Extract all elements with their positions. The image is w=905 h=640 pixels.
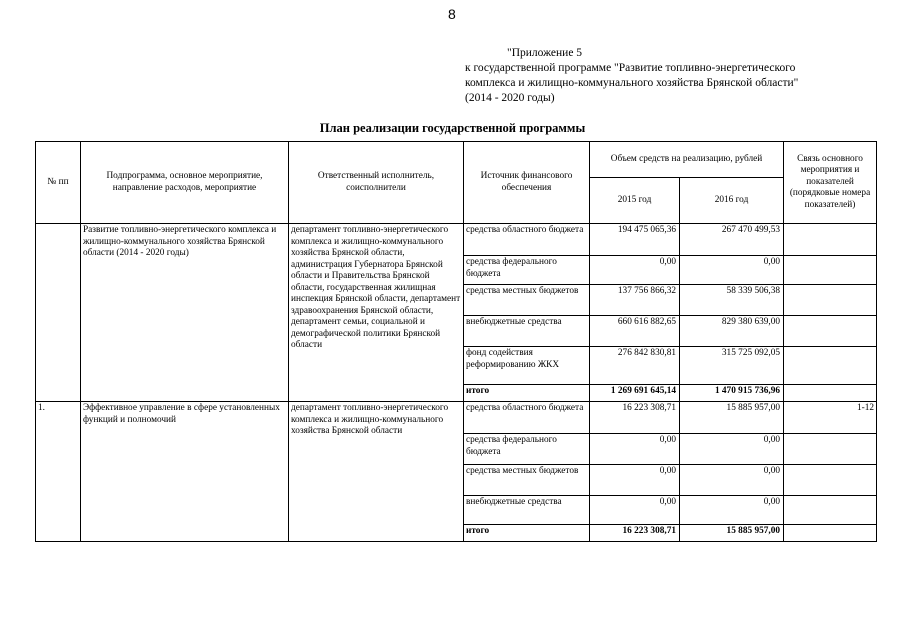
plan-table — [35, 141, 877, 542]
header-year-2016: 2016 год — [680, 178, 784, 224]
link-cell — [784, 316, 877, 347]
source-cell: средства федерального бюджета — [464, 434, 590, 465]
value-2015: 0,00 — [590, 465, 680, 496]
value-2015: 660 616 882,65 — [590, 316, 680, 347]
source-cell: фонд содействия реформированию ЖКХ — [464, 347, 590, 385]
link-cell — [784, 496, 877, 525]
value-2015: 0,00 — [590, 256, 680, 285]
appendix-line-2: к государственной программе "Развитие топливно-энергетического — [465, 62, 796, 74]
source-cell: средства местных бюджетов — [464, 285, 590, 316]
document-title: План реализации государственной программы — [319, 121, 586, 135]
link-cell — [784, 285, 877, 316]
appendix-line-4: (2014 - 2020 годы) — [465, 92, 555, 104]
source-cell-total: итого — [464, 385, 590, 402]
value-2015: 276 842 830,81 — [590, 347, 680, 385]
header-year-2015: 2015 год — [590, 178, 680, 224]
value-2016: 315 725 092,05 — [680, 347, 784, 385]
link-cell — [784, 347, 877, 385]
value-2015: 0,00 — [590, 496, 680, 525]
value-2015: 0,00 — [590, 434, 680, 465]
value-2016: 267 470 499,53 — [680, 224, 784, 256]
link-cell — [784, 434, 877, 465]
value-2016: 0,00 — [680, 496, 784, 525]
link-cell — [784, 256, 877, 285]
source-cell: средства областного бюджета — [464, 224, 590, 256]
header-num: № пп — [36, 142, 81, 224]
value-2016-total: 15 885 957,00 — [680, 525, 784, 542]
page-number: 8 — [448, 6, 456, 22]
header-link: Связь основного мероприятия и показателей (порядковые номера показателей) — [784, 142, 877, 224]
header-source: Источник финансового обеспечения — [464, 142, 590, 224]
source-cell: средства областного бюджета — [464, 402, 590, 434]
header-volume: Объем средств на реализацию, рублей — [590, 142, 784, 178]
source-cell: средства местных бюджетов — [464, 465, 590, 496]
appendix-line-1: "Приложение 5 — [507, 47, 583, 59]
link-cell — [784, 525, 877, 542]
source-cell-total: итого — [464, 525, 590, 542]
section1-executor: департамент топливно-энергетического комплекса и жилищно-коммунального хозяйства Брянской области, администрация Губернатора Брянской области и Правительства Брянской области, государственная жилищная инспекция Брянской области, департамент здравоохранения Брянской области, департамент семьи, социальной и демографической политики Брянской области — [289, 224, 464, 402]
value-2016: 0,00 — [680, 256, 784, 285]
value-2015: 137 756 866,32 — [590, 285, 680, 316]
value-2016: 15 885 957,00 — [680, 402, 784, 434]
value-2015-total: 1 269 691 645,14 — [590, 385, 680, 402]
source-cell: внебюджетные средства — [464, 316, 590, 347]
section1-name: Развитие топливно-энергетического комплекса и жилищно-коммунального хозяйства Брянской области (2014 - 2020 годы) — [81, 224, 289, 402]
appendix-header — [465, 46, 895, 106]
header-subprogram: Подпрограмма, основное мероприятие, направление расходов, мероприятие — [81, 142, 289, 224]
section2-executor: департамент топливно-энергетического комплекса и жилищно-коммунального хозяйства Брянской области — [289, 402, 464, 542]
header-row-1 — [36, 142, 877, 178]
value-2015: 16 223 308,71 — [590, 402, 680, 434]
table-row — [36, 402, 877, 434]
value-2016: 829 380 639,00 — [680, 316, 784, 347]
value-2016: 0,00 — [680, 434, 784, 465]
link-cell: 1-12 — [784, 402, 877, 434]
value-2015-total: 16 223 308,71 — [590, 525, 680, 542]
source-cell: внебюджетные средства — [464, 496, 590, 525]
link-cell — [784, 465, 877, 496]
value-2016: 58 339 506,38 — [680, 285, 784, 316]
header-executor: Ответственный исполнитель, соисполнители — [289, 142, 464, 224]
appendix-line-3: комплекса и жилищно-коммунального хозяйства Брянской области" — [465, 77, 799, 89]
section1-num — [36, 224, 81, 402]
section2-name: Эффективное управление в сфере установленных функций и полномочий — [81, 402, 289, 542]
value-2016: 0,00 — [680, 465, 784, 496]
link-cell — [784, 224, 877, 256]
table-row — [36, 224, 877, 256]
value-2016-total: 1 470 915 736,96 — [680, 385, 784, 402]
source-cell: средства федерального бюджета — [464, 256, 590, 285]
link-cell — [784, 385, 877, 402]
value-2015: 194 475 065,36 — [590, 224, 680, 256]
section2-num: 1. — [36, 402, 81, 542]
